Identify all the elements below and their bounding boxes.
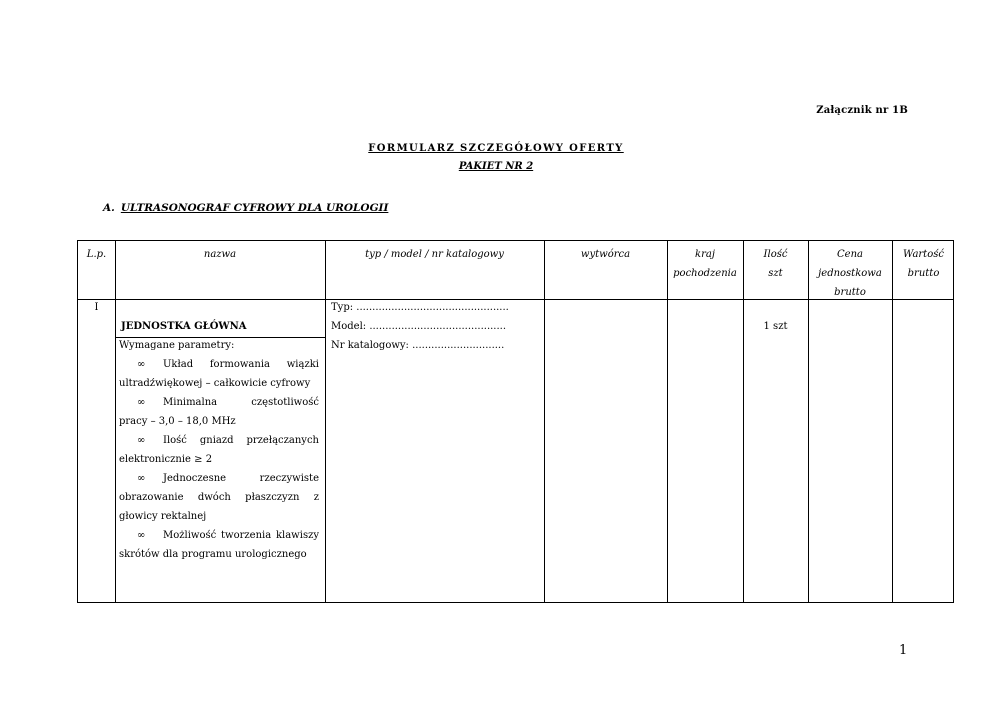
catalog-number-field: Nr katalogowy: ............................. [331,340,505,351]
bullet-symbol: ∞ [137,473,146,484]
parameter-text: Minimalna częstotliwość pracy – 3,0 – 18,0 MHz [119,397,319,427]
header-quantity-line: Ilość [763,249,788,260]
bullet-symbol: ∞ [137,530,146,541]
row-name: JEDNOSTKA GŁÓWNA [121,321,247,332]
column-divider [325,241,326,602]
header-country [667,245,743,283]
parameter-text: Ilość gniazd przełączanych elektronicznie ≥ 2 [119,435,319,465]
parameter-item [119,469,319,526]
header-price-line: brutto [834,287,866,298]
column-divider [892,241,893,602]
header-value [892,245,955,283]
column-divider [667,241,668,602]
bullet-symbol: ∞ [137,435,146,446]
section-title: ULTRASONOGRAF CYFROWY DLA UROLOGII [120,202,389,214]
quantity-value: 1 szt [763,321,788,332]
parameter-item [119,526,319,564]
header-name: nazwa [203,249,237,260]
section-letter: A. [103,202,115,214]
packet-label: PAKIET NR 2 [458,161,534,172]
column-divider [115,241,116,602]
type-field: Typ: ................................................ [331,302,509,313]
header-value-line: brutto [907,268,940,279]
header-quantity-line: szt [768,268,783,279]
column-divider [743,241,744,602]
offer-table [77,240,954,603]
section-heading [103,202,388,214]
parameter-item [119,355,319,393]
header-maker: wytwórca [580,249,631,260]
header-price-line: jednostkowa [818,268,882,279]
header-lp: L.p. [86,249,107,260]
parameter-item [119,431,319,469]
page-number: 1 [899,643,908,658]
header-country-line: pochodzenia [673,268,737,279]
row-lp: I [94,302,99,313]
header-price-line: Cena [837,249,863,260]
required-parameters [119,336,319,564]
header-unit-price [808,245,892,302]
params-label: Wymagane parametry: [119,340,235,351]
header-value-line: Wartość [903,249,944,260]
model-field: Model: ........................................... [331,321,507,332]
parameter-text: Możliwość tworzenia klawiszy skrótów dla programu urologicznego [119,530,319,560]
form-title: FORMULARZ SZCZEGÓŁOWY OFERTY [368,143,624,154]
parameter-text: Układ formowania wiązki ultradźwiękowej – całkowicie cyfrowy [119,359,319,389]
column-divider [544,241,545,602]
header-type: typ / model / nr katalogowy [365,249,504,260]
bullet-symbol: ∞ [137,397,146,408]
parameter-item [119,393,319,431]
parameter-text: Jednoczesne rzeczywiste obrazowanie dwóch płaszczyzn z głowicy rektalnej [119,473,319,522]
attachment-label: Załącznik nr 1B [816,105,908,116]
bullet-symbol: ∞ [137,359,146,370]
header-country-line: kraj [695,249,715,260]
header-quantity [743,245,808,283]
